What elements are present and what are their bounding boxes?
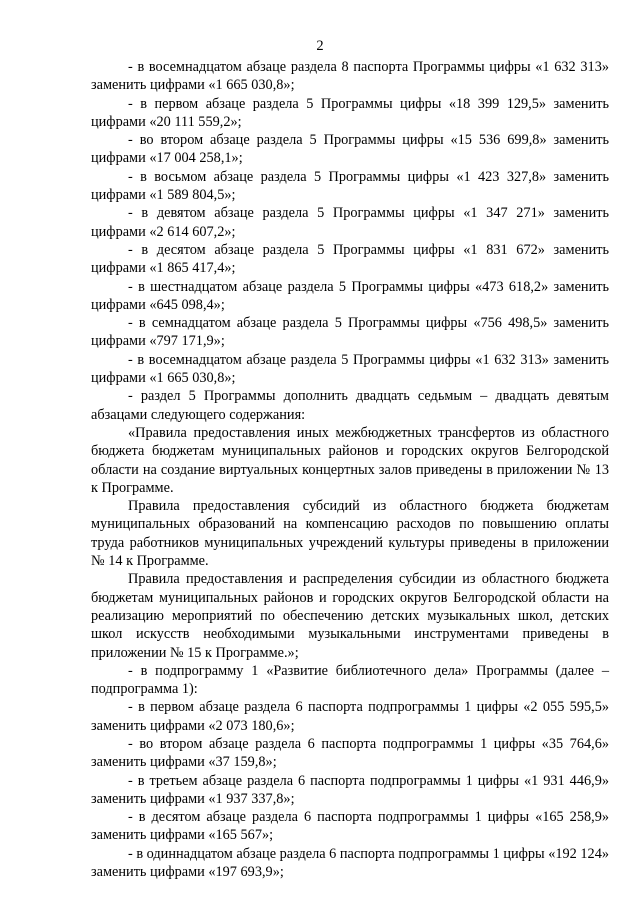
paragraph: - в первом абзаце раздела 6 паспорта подпрограммы 1 цифры «2 055 595,5» заменить цифрами «2 073 180,6»;	[91, 699, 609, 734]
paragraph: - в подпрограмму 1 «Развитие библиотечного дела» Программы (далее – подпрограмма 1):	[91, 662, 609, 698]
paragraph: - во втором абзаце раздела 6 паспорта подпрограммы 1 цифры «35 764,6» заменить цифрами «37 159,8»;	[91, 735, 609, 771]
paragraph: - в восьмом абзаце раздела 5 Программы цифры «1 423 327,8» заменить цифрами «1 589 804,5»;	[91, 168, 609, 204]
page-number: 2	[316, 38, 324, 54]
paragraph: - в десятом абзаце раздела 5 Программы цифры «1 831 672» заменить цифрами «1 865 417,4»;	[91, 241, 609, 277]
paragraph: - в первом абзаце раздела 5 Программы цифры «18 399 129,5» заменить цифрами «20 111 559,2»;	[91, 95, 609, 130]
paragraph: - в восемнадцатом абзаце раздела 8 паспорта Программы цифры «1 632 313» заменить цифрами «1 665 030,8»;	[91, 59, 609, 94]
paragraph: - в семнадцатом абзаце раздела 5 Программы цифры «756 498,5» заменить цифрами «797 171,9»;	[91, 315, 609, 350]
paragraph: - во втором абзаце раздела 5 Программы цифры «15 536 699,8» заменить цифрами «17 004 258,1»;	[91, 132, 609, 167]
paragraph: - в одиннадцатом абзаце раздела 6 паспорта подпрограммы 1 цифры «192 124» заменить цифрами «197 693,9»;	[91, 845, 609, 881]
paragraph: «Правила предоставления иных межбюджетных трансфертов из областного бюджета бюджетам муниципальных районов и городских округов Белгородской области на создание виртуальных концертных залов приведены в приложении № 13 к Программе.	[91, 424, 609, 496]
paragraph: - в девятом абзаце раздела 5 Программы цифры «1 347 271» заменить цифрами «2 614 607,2»;	[91, 205, 609, 240]
paragraph: - в третьем абзаце раздела 6 паспорта подпрограммы 1 цифры «1 931 446,9» заменить цифрами «1 937 337,8»;	[91, 772, 609, 807]
document-body	[91, 58, 609, 881]
paragraph: Правила предоставления и распределения субсидии из областного бюджета бюджетам муниципальных районов и городских округов Белгородской области на реализацию мероприятий по обеспечению детских музыкальных школ, детских школ искусств необходимыми музыкальными инструментами приведены в приложении № 15 к Программе.»;	[91, 571, 609, 661]
paragraph: - в десятом абзаце раздела 6 паспорта подпрограммы 1 цифры «165 258,9» заменить цифрами «165 567»;	[91, 809, 609, 844]
paragraph: Правила предоставления субсидий из областного бюджета бюджетам муниципальных образований на компенсацию расходов по повышению оплаты труда работников муниципальных учреждений культуры приведены в приложении № 14 к Программе.	[91, 498, 609, 570]
paragraph: - в шестнадцатом абзаце раздела 5 Программы цифры «473 618,2» заменить цифрами «645 098,4»;	[91, 278, 609, 313]
paragraph: - раздел 5 Программы дополнить двадцать седьмым – двадцать девятым абзацами следующего содержания:	[91, 388, 609, 423]
paragraph: - в восемнадцатом абзаце раздела 5 Программы цифры «1 632 313» заменить цифрами «1 665 030,8»;	[91, 351, 609, 387]
